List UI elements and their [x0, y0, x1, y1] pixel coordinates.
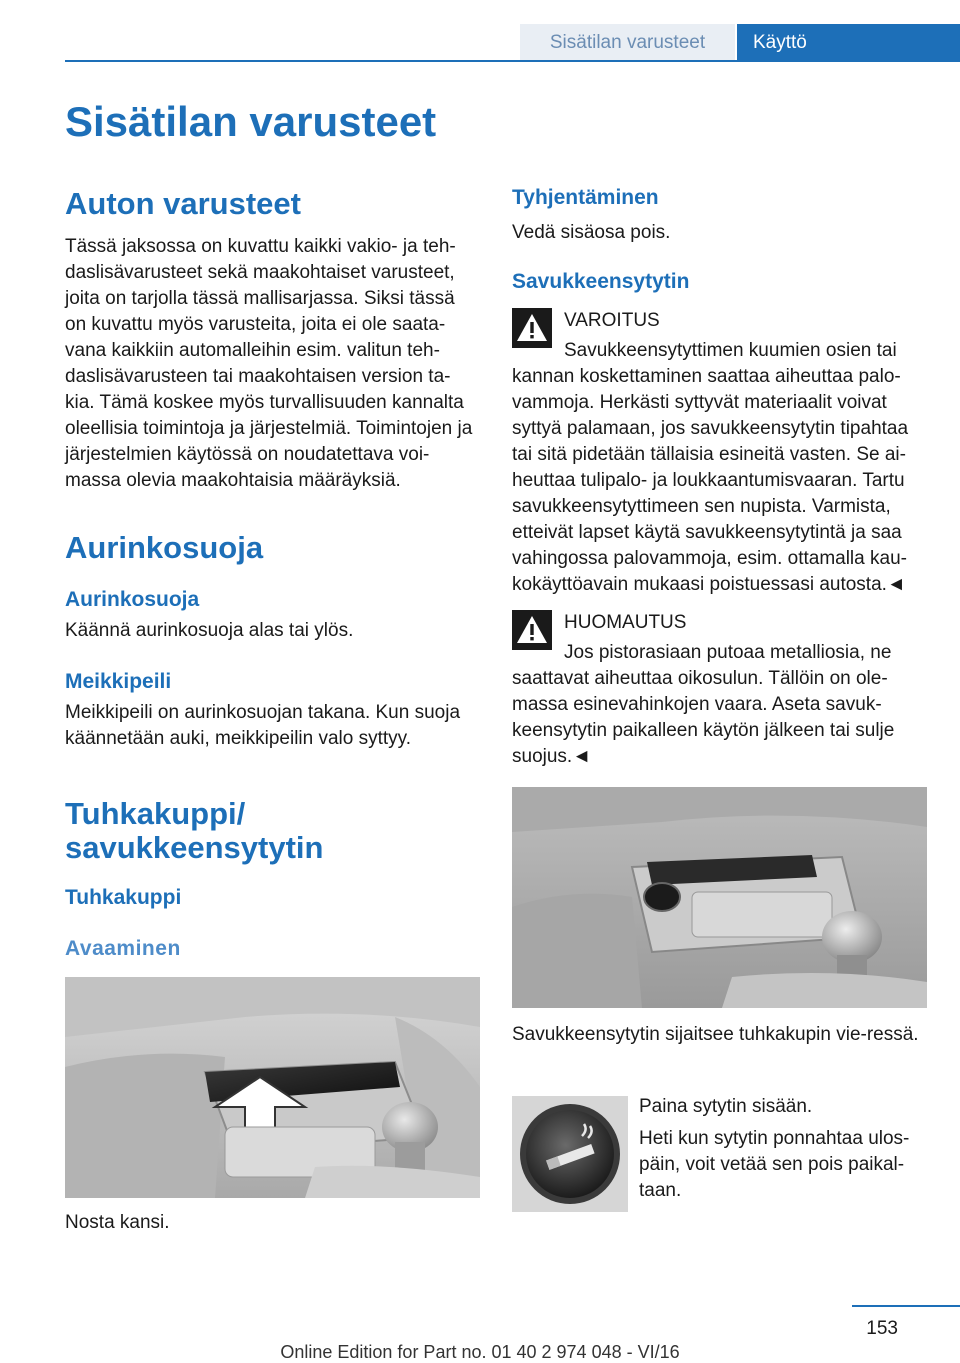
warning-triangle-icon	[512, 610, 552, 655]
meikkipeili-heading: Meikkipeili	[65, 670, 172, 693]
tyhjentaminen-text: Vedä sisäosa pois.	[512, 222, 671, 243]
warning-triangle-icon	[512, 308, 552, 353]
tuhkakuppi-subheading: Tuhkakuppi	[65, 886, 182, 909]
header-section-tab[interactable]: Sisätilan varusteet	[520, 24, 735, 61]
tuhkakuppi-heading-line1: Tuhkakuppi/	[65, 796, 246, 831]
warning1-first-line: Savukkeensytyttimen kuumien osien tai	[564, 340, 897, 361]
tuhkakuppi-heading-line2: savukkeensytytin	[65, 830, 324, 865]
meikkipeili-text: Meikkipeili on aurinkosuojan takana. Kun suoja käännetään auki, meikkipeilin valo syttyy.	[65, 702, 461, 749]
nosta-caption: Nosta kansi.	[65, 1212, 170, 1233]
heti-text: Heti kun sytytin ponnahtaa ulos-päin, voit vetää sen pois paikal-taan.	[639, 1128, 910, 1201]
warning2-text: saattavat aiheuttaa oikosulun. Tällöin on ole-massa esinevahinkojen vaara. Aseta savuk-keensytytin paikalleen käytön jälkeen tai sulje suojus.◄	[512, 668, 895, 767]
warning2-title: HUOMAUTUS	[564, 612, 687, 633]
savukkeensytytin-heading: Savukkeensytytin	[512, 270, 690, 293]
lighter-location-photo	[512, 787, 927, 1008]
footer-rule	[852, 1305, 960, 1307]
warning1-title: VAROITUS	[564, 310, 660, 331]
avaaminen-heading: Avaaminen	[65, 937, 181, 960]
auton-varusteet-text: Tässä jaksossa on kuvattu kaikki vakio- ja teh-daslisävarusteet sekä maakohtaiset varusteet, joita on tarjolla tässä mallisarjassa. Siksi tässä on kuvattu myös varusteita, joita ei ole saata-vana kaikkiin automalleihin esim. valitun teh-daslisävarusteen tai maakohtaisen version ta-kia. Tämä koskee myös turvallisuuden kannalta oleellisia toimintoja ja järjestelmiä. Toimintojen ja järjestelmien käytössä on noudatettava voi-massa olevia maakohtaisia määräyksiä.	[65, 236, 473, 491]
warning2-first-line: Jos pistorasiaan putoaa metalliosia, ne	[564, 642, 892, 663]
header-chapter-tab[interactable]: Käyttö	[737, 24, 960, 61]
warning1-text: kannan koskettaminen saattaa aiheuttaa palo-vammoja. Herkästi syttyvät materiaalit voivat syttyä palamaan, jos savukkeensytytin tipahtaa tai sitä pidetään tällaisia esineitä vasten. Se ai-heuttaa tulipalo- ja loukkaantumisvaaran. Tartu savukkeensytyttimeen sen nupista. Varmista, etteivät lapset käytä savukkeensytytintä ja saa vahingossa palovammoja, esim. ottamalla kau-kokäyttöavain mukaasi poistuessasi autosta.◄	[512, 366, 909, 595]
cigarette-lighter-icon	[512, 1096, 628, 1212]
auton-varusteet-heading: Auton varusteet	[65, 186, 301, 221]
ashtray-photo	[65, 977, 480, 1198]
tyhjentaminen-heading: Tyhjentäminen	[512, 186, 659, 209]
location-caption: Savukkeensytytin sijaitsee tuhkakupin vie-ressä.	[512, 1024, 919, 1045]
footer-edition: Online Edition for Part no. 01 40 2 974 048 - VI/16	[280, 1342, 680, 1362]
paina-text: Paina sytytin sisään.	[639, 1096, 813, 1117]
aurinkosuoja-text: Käännä aurinkosuoja alas tai ylös.	[65, 620, 354, 641]
header-rule	[65, 60, 960, 62]
aurinkosuoja-heading: Aurinkosuoja	[65, 530, 264, 565]
page-number: 153	[866, 1318, 898, 1339]
aurinkosuoja-subheading: Aurinkosuoja	[65, 588, 200, 611]
page-title: Sisätilan varusteet	[65, 98, 437, 145]
